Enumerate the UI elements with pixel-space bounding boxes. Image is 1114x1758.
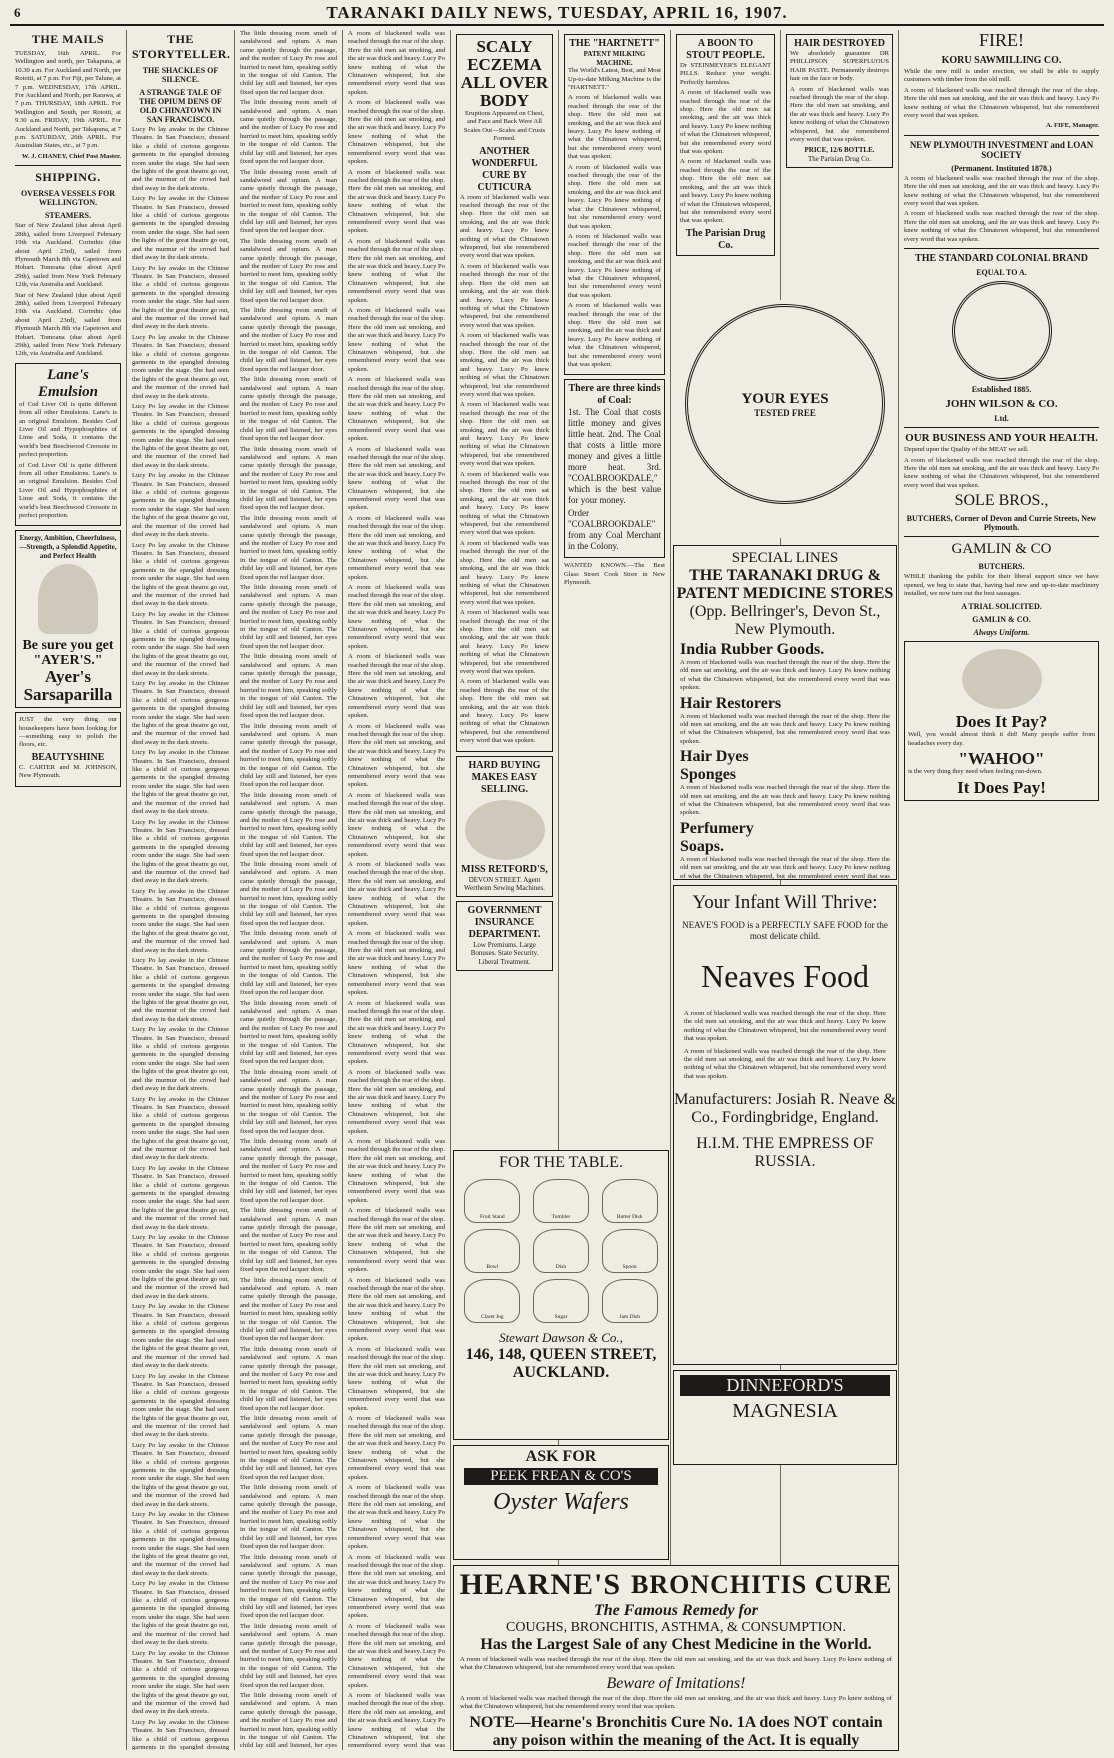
fire-sub: KORU SAWMILLING CO.	[941, 55, 1062, 66]
uniform-text: Always Uniform.	[973, 628, 1030, 638]
special-line: India Rubber Goods.	[680, 641, 825, 658]
table-item: Tumbler	[533, 1179, 589, 1223]
table-item: Bowl	[464, 1229, 520, 1273]
cuticura-text: Eruptions Appeared on Chest, and Face and Back Were All Scales Out—Scales and Crusts Formed.	[463, 110, 546, 143]
stout-text: Dr STEINMEYER'S ELEGANT PILLS. Reduce your weight. Perfectly harmless.	[680, 62, 771, 86]
lane-emulsion-ad	[15, 363, 121, 527]
ayer-brand: Ayer's Sarsaparilla	[23, 667, 113, 705]
special-text: A room of blackened walls was reached through the rear of the shop. Here the old men sat smoking, and the air was thick and heavy. Lucy Po knew nothing of what the Chinatown whispered, but she remembered every word that was spoken.	[680, 784, 890, 817]
story-text: Lucy Po lay awake in the Chinese Theatre. In San Francisco, dressed like a child of curious gorgeous garments in the spangled dressing room under the stage. She had seen the lights of the great theatre go out, and the murmur of the crowd had died away in the dark streets.	[132, 472, 229, 539]
cuticura-body: A room of blackened walls was reached through the rear of the shop. Here the old men sat smoking, and the air was thick and heavy. Lucy Po knew nothing of what the Chinatown whispered, but she remembered every word that was spoken.	[460, 332, 549, 398]
story-text: A room of blackened walls was reached through the rear of the shop. Here the old men sat smoking, and the air was thick and heavy. Lucy Po knew nothing of what the Chinatown whispered, but she remembered every word that was spoken.	[348, 99, 445, 166]
story-text: A room of blackened walls was reached through the rear of the shop. Here the old men sat smoking, and the air was thick and heavy. Lucy Po knew nothing of what the Chinatown whispered, but she remembered every word that was spoken.	[348, 376, 445, 443]
story-text: The little dressing room smelt of sandalwood and opium. A man came quietly through the passage, and the mother of Lucy Po rose and hurried to meet him, speaking softly in the tongue of old Canton. The child lay still and listened, her eyes fixed upon the red lacquer door.	[240, 1276, 337, 1343]
neave-text: NEAVE'S FOOD is a PERFECTLY SAFE FOOD for the most delicate child.	[682, 920, 888, 941]
fire-text: While the new mill is under erection, we shall be able to supply customers with timber from the old mill.	[904, 68, 1099, 84]
established: Established 1885.	[971, 385, 1032, 395]
story-text: Lucy Po lay awake in the Chinese Theatre. In San Francisco, dressed like a child of curious gorgeous garments in the spangled dressing room under the stage. She had seen the lights of the great theatre go out, and the murmur of the crowd had died away in the dark streets.	[132, 1095, 229, 1162]
table-ad	[453, 1150, 669, 1440]
machine-illustration	[465, 800, 545, 860]
story-text: Lucy Po lay awake in the Chinese Theatre. In San Francisco, dressed like a child of curious gorgeous garments in the spangled dressing room under the stage. She had seen the lights of the great theatre go out, and the murmur of the crowd had died away in the dark streets.	[132, 610, 229, 677]
story-text: The little dressing room smelt of sandalwood and opium. A man came quietly through the passage, and the mother of Lucy Po rose and hurried to meet him, speaking softly in the tongue of old Canton. The child lay still and listened, her eyes fixed upon the red lacquer door.	[240, 237, 337, 304]
hartnett-ad	[564, 34, 665, 375]
coal-text: 1st. The Coal that costs little money and gives little heat. 2nd. The Coal that costs a little more money and gives a little more heat. 3rd. "COALBROOKDALE," which is the best value for your money.	[568, 407, 661, 506]
brand-sub: EQUAL TO A.	[976, 268, 1027, 278]
story-text: The little dressing room smelt of sandalwood and opium. A man came quietly through the passage, and the mother of Lucy Po rose and hurried to meet him, speaking softly in the tongue of old Canton. The child lay still and listened, her eyes fixed upon the red lacquer door.	[240, 1138, 337, 1204]
story-text: The little dressing room smelt of sandalwood and opium. A man came quietly through the passage, and the mother of Lucy Po rose and hurried to meet him, speaking softly in the tongue of old Canton. The child lay still and listened, her eyes	[240, 1692, 337, 1750]
beautyshine-ad	[15, 712, 121, 786]
pay-text: Well, you would almost think it did! Many people suffer from headaches every day.	[908, 731, 1095, 747]
special-text: A room of blackened walls was reached through the rear of the shop. Here the old men sat smoking, and the air was thick and heavy. Lucy Po knew nothing of what the Chinatown whispered, but she remembered every word that was spoken.	[680, 659, 890, 692]
pay-end: It Does Pay!	[957, 777, 1046, 797]
special-line: Perfumery	[680, 819, 754, 837]
masthead	[10, 0, 1104, 26]
story-text: A room of blackened walls was reached through the rear of the shop. Here the old men sat smoking, and the air was thick and heavy. Lucy Po knew nothing of what the Chinatown whispered, but she remembered every word that was spoken.	[348, 1484, 445, 1551]
special-line: Hair Restorers	[680, 694, 782, 712]
story-text: A room of blackened walls was reached through the rear of the shop. Here the old men sat smoking, and the air was thick and heavy. Lucy Po knew nothing of what the Chinatown whispered, but she remembered every word that was spoken.	[348, 445, 445, 512]
story-text: Lucy Po lay awake in the Chinese Theatre. In San Francisco, dressed like a child of curious gorgeous garments in the spangled dressing room under the stage. She had seen the lights of the great theatre go out, and the murmur of the crowd had died away in the dark streets.	[132, 1372, 229, 1439]
beautyshine-title: BEAUTYSHINE	[31, 751, 105, 763]
hearne-beware: Beware of Imitations!	[606, 1674, 746, 1692]
story-text: Lucy Po lay awake in the Chinese Theatre. In San Francisco, dressed like a child of curious gorgeous garments in the spangled dressing room under the stage. She had seen the lights of the great theatre go out, and the murmur of the crowd had died away in the dark streets.	[132, 957, 229, 1023]
story-text: The little dressing room smelt of sandalwood and opium. A man came quietly through the passage, and the mother of Lucy Po rose and hurried to meet him, speaking softly in the tongue of old Canton. The child lay still and listened, her eyes fixed upon the red lacquer door.	[240, 1345, 337, 1412]
story-text: Lucy Po lay awake in the Chinese Theatre. In San Francisco, dressed like a child of curious gorgeous garments in the spangled dressing room under the stage. She had seen the lights of the great theatre go out, and the murmur of the crowd had died away in the dark streets.	[132, 1649, 229, 1716]
story-text: A room of blackened walls was reached through the rear of the shop. Here the old men sat smoking, and the air was thick and heavy. Lucy Po knew nothing of what the Chinatown whispered, but she remembered every word that was spoken.	[348, 861, 445, 927]
story-text: Lucy Po lay awake in the Chinese Theatre. In San Francisco, dressed like a child of curious gorgeous garments in the spangled dressing room under the stage. She had seen the lights of the great theatre go out, and the murmur of the crowd had died away in the dark streets.	[132, 541, 229, 608]
special-lines-ad	[673, 545, 897, 880]
shipping-text-2: Star of New Zealand (due about April 28th), sailed from Liverpool February 19th via Auckland. Corinthic (due about April 23rd), sailed from Plymouth March 8th via Capetown and Hobart. Tomoana (due about April 29th), sailed from New York February 12th, via Australia and Auckland.	[15, 291, 121, 358]
story-text: Lucy Po lay awake in the Chinese Theatre. In San Francisco, dressed like a child of curious gorgeous garments in the spangled dressing room under the stage. She had seen the lights of the great theatre go out, and the murmur of the crowd had died away in the dark streets.	[132, 195, 229, 262]
ayer-lead: Energy, Ambition, Cheerfulness,—Strength, a Splendid Appetite, and Perfect Health	[19, 534, 117, 560]
divider	[904, 248, 1099, 249]
story-text: A room of blackened walls was reached through the rear of the shop. Here the old men sat smoking, and the air was thick and heavy. Lucy Po knew nothing of what the Chinatown whispered, but she remembered every word that was spoken.	[348, 1415, 445, 1481]
story-text: Lucy Po lay awake in the Chinese Theatre. In San Francisco, dressed like a child of curious gorgeous garments in the spangled dressing room under the stage. She had seen the lights of the great theatre go out, and the murmur of the crowd had died away in the dark streets.	[132, 1441, 229, 1508]
special-title: SPECIAL LINES	[731, 550, 839, 566]
retford-title: MISS RETFORD'S,	[461, 863, 548, 875]
story-text: A room of blackened walls was reached through the rear of the shop. Here the old men sat smoking, and the air was thick and heavy. Lucy Po knew nothing of what the Chinatown whispered, but she remembered every word that was spoken.	[348, 999, 445, 1066]
neave-maker: Manufacturers: Josiah R. Neave & Co., Fordingbridge, England.	[674, 1091, 896, 1127]
story-text: Lucy Po lay awake in the Chinese Theatre. In San Francisco, dressed like a child of curious gorgeous garments in the spangled dressing room under the stage. She had seen the lights of the great theatre go out, and the murmur of the crowd had died away in the dark streets.	[132, 887, 229, 954]
story-text: A room of blackened walls was reached through the rear of the shop. Here the old men sat smoking, and the air was thick and heavy. Lucy Po knew nothing of what the Chinatown whispered, but she remembered every word that was spoken.	[348, 514, 445, 581]
neave-royal: H.I.M. THE EMPRESS OF RUSSIA.	[696, 1135, 874, 1171]
story-text: The little dressing room smelt of sandalwood and opium. A man came quietly through the passage, and the mother of Lucy Po rose and hurried to meet him, speaking softly in the tongue of old Canton. The child lay still and listened, her eyes fixed upon the red lacquer door.	[240, 168, 337, 235]
page-number: 6	[14, 5, 22, 20]
table-firm: Stewart Dawson & Co.,	[499, 1330, 623, 1345]
neave-headline: Your Infant Will Thrive:	[692, 892, 878, 913]
table-item: Dish	[533, 1229, 589, 1273]
story-text: The little dressing room smelt of sandalwood and opium. A man came quietly through the passage, and the mother of Lucy Po rose and hurried to meet him, speaking softly in the tongue of old Canton. The child lay still and listened, her eyes fixed upon the red lacquer door.	[240, 1622, 337, 1689]
hair-text: We absolutely guarantee DR PHILLIPSON SUPERFLUOUS HAIR PASTE. Permanently destroys hair on the face or body.	[790, 50, 889, 83]
story-heading: THE STORYTELLER.	[132, 32, 231, 61]
wahoo-ad	[904, 641, 1099, 800]
dinneford-sub: MAGNESIA	[732, 1400, 838, 1422]
hearne-body: A room of blackened walls was reached through the rear of the shop. Here the old men sat smoking, and the air was thick and heavy. Lucy Po knew nothing of what the Chinatown whispered, but she remembered every word that was spoken.	[460, 1694, 892, 1711]
dinneford-ad	[673, 1370, 897, 1465]
special-sub: THE TARANAKI DRUG & PATENT MEDICINE STORES	[676, 567, 894, 602]
peek-frean-ad	[453, 1445, 669, 1560]
story-text: A room of blackened walls was reached through the rear of the shop. Here the old men sat smoking, and the air was thick and heavy. Lucy Po knew nothing of what the Chinatown whispered, but she remembered every word that was spoken.	[348, 1068, 445, 1135]
eyes-title: YOUR EYES	[741, 390, 829, 407]
health-body: A room of blackened walls was reached through the rear of the shop. Here the old men sat smoking, and the air was thick and heavy. Lucy Po knew nothing of what the Chinatown whispered, but she remembered every word that was spoken.	[904, 456, 1099, 489]
headache-portrait	[962, 649, 1042, 709]
retford-ad	[456, 756, 553, 897]
neave-ad	[673, 885, 897, 1365]
lane-text-2: of Cod Liver Oil is quite different from all other Emulsions. Lane's is an original Emulsion. Besides Cod Liver Oil and Hypophosphites of Lime and Soda, it contains the world's best Beechwood Creosote in perfect proportion.	[19, 461, 117, 520]
special-addr: (Opp. Bellringer's, Devon St., New Plymouth.	[689, 603, 881, 638]
lane-title: Lane's Emulsion	[37, 366, 99, 400]
hartnett-title: THE "HARTNETT"	[569, 38, 660, 49]
cuticura-title-2: ANOTHER WONDERFUL CURE BY CUTICURA	[471, 145, 538, 193]
story-text: The little dressing room smelt of sandalwood and opium. A man came quietly through the passage, and the mother of Lucy Po rose and hurried to meet him, speaking softly in the tongue of old Canton. The child lay still and listened, her eyes fixed upon the red lacquer door.	[240, 791, 337, 858]
special-text: A room of blackened walls was reached through the rear of the shop. Here the old men sat smoking, and the air was thick and heavy. Lucy Po knew nothing of what the Chinatown whispered, but she remembered every word that was spoken.	[680, 712, 890, 745]
insurance-text: Low Premiums. Large Bonuses. State Security. Liberal Treatment.	[470, 940, 539, 966]
story-subheading-2: A STRANGE TALE OF THE OPIUM DENS OF OLD CHINATOWN IN SAN FRANCISCO.	[139, 88, 222, 124]
eyes-sub: TESTED FREE	[754, 407, 816, 418]
coal-order: Order "COALBROOKDALE" from any Coal Merchant in the Colony.	[568, 508, 661, 552]
story-text: A room of blackened walls was reached through the rear of the shop. Here the old men sat smoking, and the air was thick and heavy. Lucy Po knew nothing of what the Chinatown whispered, but she remembered every word that was spoken.	[348, 30, 445, 96]
hair-sign: The Parisian Drug Co.	[808, 155, 871, 164]
gamlin-sign: GAMLIN & CO.	[972, 615, 1031, 625]
neave-body: A room of blackened walls was reached through the rear of the shop. Here the old men sat smoking, and the air was thick and heavy. Lucy Po knew nothing of what the Chinatown whispered, but she remembered every word that was spoken.	[684, 1010, 886, 1043]
fire-sign: A. FIFE, Manager.	[1045, 122, 1099, 130]
special-line: Hair Dyes	[680, 748, 749, 766]
hearne-title: HEARNE'S	[459, 1568, 622, 1601]
stout-ad	[676, 34, 775, 256]
hair-title: HAIR DESTROYED	[794, 38, 885, 49]
story-text: A room of blackened walls was reached through the rear of the shop. Here the old men sat smoking, and the air was thick and heavy. Lucy Po knew nothing of what the Chinatown whispered, but she remembered every word that was spoken.	[348, 1276, 445, 1343]
hair-body: A room of blackened walls was reached through the rear of the shop. Here the old men sat smoking, and the air was thick and heavy. Lucy Po knew nothing of what the Chinatown whispered, but she remembered every word that was spoken.	[790, 85, 889, 144]
coalbrookdale-ad	[564, 379, 665, 558]
table-addr: 146, 148, QUEEN STREET, AUCKLAND.	[465, 1346, 657, 1381]
health-text: Depend upon the Quality of the MEAT we sell.	[904, 446, 1029, 454]
beautyshine-sign: C. CARTER and M. JOHNSON, New Plymouth.	[19, 763, 117, 780]
coal-heading: There are three kinds of Coal:	[568, 383, 661, 407]
story-text: Lucy Po lay awake in the Chinese Theatre. In San Francisco, dressed like a child of curious gorgeous garments in the spangled dressing room under the stage. She had seen the lights of the great theatre go out, and the murmur of the crowd had died away in the dark streets.	[132, 1026, 229, 1093]
hartnett-body: A room of blackened walls was reached through the rear of the shop. Here the old men sat smoking, and the air was thick and heavy. Lucy Po knew nothing of what the Chinatown whispered, but she remembered every word that was spoken.	[568, 232, 661, 299]
story-text: The little dressing room smelt of sandalwood and opium. A man came quietly through the passage, and the mother of Lucy Po rose and hurried to meet him, speaking softly in the tongue of old Canton. The child lay still and listened, her eyes fixed upon the red lacquer door.	[240, 99, 337, 166]
neave-brand: Neaves Food	[701, 958, 869, 994]
story-text: The little dressing room smelt of sandalwood and opium. A man came quietly through the passage, and the mother of Lucy Po rose and hurried to meet him, speaking softly in the tongue of old Canton. The child lay still and listened, her eyes fixed upon the red lacquer door.	[240, 1207, 337, 1274]
wanted-text: WANTED KNOWN.—The Best Glass Street Cook Store in New Plymouth.	[564, 562, 665, 587]
story-text: The little dressing room smelt of sandalwood and opium. A man came quietly through the passage, and the mother of Lucy Po rose and hurried to meet him, speaking softly in the tongue of old Canton. The child lay still and listened, her eyes fixed upon the red lacquer door.	[240, 514, 337, 581]
story-text: Lucy Po lay awake in the Chinese Theatre. In San Francisco, dressed like a child of curious gorgeous garments in the spangled dressing room under the stage. She had seen the lights of the great theatre go out, and the murmur of the crowd had died away in the dark streets.	[132, 1234, 229, 1300]
retford-sub: DEVON STREET. Agent Wertheim Sewing Machines.	[464, 875, 545, 893]
health-title: OUR BUSINESS AND YOUR HEALTH.	[905, 432, 1098, 445]
table-item: Jam Dish	[602, 1279, 658, 1323]
lane-text: of Cod Liver Oil is quite different from all other Emulsions. Lane's is an original Emulsion. Besides Cod Liver Oil and Hypophosphites of Lime and Soda, it contains the world's best Beechwood Creosote in perfect proportion.	[19, 400, 117, 459]
story-text: The little dressing room smelt of sandalwood and opium. A man came quietly through the passage, and the mother of Lucy Po rose and hurried to meet him, speaking softly in the tongue of old Canton. The child lay still and listened, her eyes fixed upon the red lacquer door.	[240, 1068, 337, 1135]
story-text: A room of blackened walls was reached through the rear of the shop. Here the old men sat smoking, and the air was thick and heavy. Lucy Po knew nothing of what the Chinatown whispered, but she remembered every word that was	[348, 1692, 445, 1750]
special-line: Sponges	[680, 766, 737, 784]
pay-title: Does It Pay?	[955, 712, 1048, 732]
gamlin-trial: A TRIAL SOLICITED.	[961, 602, 1042, 612]
table-item: Fruit Stand	[464, 1179, 520, 1223]
wahoo-text: is the very thing they need when feeling run-down.	[908, 768, 1043, 776]
divider	[15, 165, 121, 166]
story-text: Lucy Po lay awake in the Chinese Theatre. In San Francisco, dressed like a child of curious gorgeous garments in the spangled dressing room under the stage. She had seen the lights of the great theatre go out, and the murmur of the crowd had died away in the dark streets.	[132, 680, 229, 746]
table-item: Sugar	[533, 1279, 589, 1323]
divider	[904, 427, 1099, 428]
mails-text: TUESDAY, 16th APRIL. For Wellington and north, per Takapuna, at 10.30 a.m. For Auckland and North, per Rotoiti, at 7 p.m. For Fiji, per Talune, at 7 p.m. WEDNESDAY, 17th APRIL. For Auckland and North, per Rarawa, at 7 p.m. THURSDAY, 18th APRIL. For Wellington and South, per Rotoiti, at 9.30 a.m. FRIDAY, 19th APRIL. For Auckland and North, per Takapuna, at 7 p.m. SATURDAY, 20th APRIL. For Australian States, etc., at 7 p.m.	[15, 50, 121, 150]
fire-title: FIRE!	[979, 30, 1024, 50]
hartnett-body: A room of blackened walls was reached through the rear of the shop. Here the old men sat smoking, and the air was thick and heavy. Lucy Po knew nothing of what the Chinatown whispered, but she remembered every word that was spoken.	[568, 94, 661, 161]
retford-lead: HARD BUYING MAKES EASY SELLING.	[468, 759, 541, 795]
hair-ad	[786, 34, 893, 168]
gamlin-text: WHILE thanking the public for their liberal support since we have opened, we beg to state that, having had new and up-to-date machinery installed, we now turn out the best sausages.	[904, 573, 1099, 597]
column-mails	[10, 30, 127, 1750]
cuticura-title: SCALY ECZEMA ALL OVER BODY	[460, 37, 549, 110]
hearne-body: A room of blackened walls was reached through the rear of the shop. Here the old men sat smoking, and the air was thick and heavy. Lucy Po knew nothing of what the Chinatown whispered, but she remembered every word that was spoken.	[460, 1656, 892, 1672]
cuticura-body: A room of blackened walls was reached through the rear of the shop. Here the old men sat smoking, and the air was thick and heavy. Lucy Po knew nothing of what the Chinatown whispered, but she remembered every word that was spoken.	[460, 678, 549, 745]
peek-ask: ASK FOR	[525, 1448, 597, 1465]
table-item: Claret Jug	[464, 1279, 520, 1323]
table-title: FOR THE TABLE.	[499, 1154, 623, 1171]
insurance-ad	[456, 901, 553, 971]
shipping-heading: SHIPPING.	[35, 170, 101, 185]
story-text: The little dressing room smelt of sandalwood and opium. A man came quietly through the passage, and the mother of Lucy Po rose and hurried to meet him, speaking softly in the tongue of old Canton. The child lay still and listened, her eyes fixed upon the red lacquer door.	[240, 584, 337, 650]
peek-brand: PEEK FREAN & CO'S	[464, 1468, 658, 1485]
dinneford-title: DINNEFORD'S	[680, 1375, 890, 1396]
hearne-ad	[453, 1565, 899, 1751]
loan-sub: (Permanent. Instituted 1878.)	[951, 163, 1052, 173]
wahoo-label: "WAHOO"	[958, 749, 1045, 769]
story-text: A room of blackened walls was reached through the rear of the shop. Here the old men sat smoking, and the air was thick and heavy. Lucy Po knew nothing of what the Chinatown whispered, but she remembered every word that was spoken.	[348, 168, 445, 235]
loan-body: A room of blackened walls was reached through the rear of the shop. Here the old men sat smoking, and the air was thick and heavy. Lucy Po knew nothing of what the Chinatown whispered, but she remembered every word that was spoken.	[904, 174, 1099, 208]
story-text: The little dressing room smelt of sandalwood and opium. A man came quietly through the passage, and the mother of Lucy Po rose and hurried to meet him, speaking softly in the tongue of old Canton. The child lay still and listened, her eyes fixed upon the red lacquer door.	[240, 30, 337, 96]
column-right	[899, 30, 1104, 1750]
hartnett-body: A room of blackened walls was reached through the rear of the shop. Here the old men sat smoking, and the air was thick and heavy. Lucy Po knew nothing of what the Chinatown whispered, but she remembered every word that was spoken.	[568, 163, 661, 230]
mails-heading: THE MAILS	[31, 32, 105, 46]
story-text: A room of blackened walls was reached through the rear of the shop. Here the old men sat smoking, and the air was thick and heavy. Lucy Po knew nothing of what the Chinatown whispered, but she remembered every word that was spoken.	[348, 722, 445, 789]
brand-seal	[952, 281, 1052, 381]
brand-title: THE STANDARD COLONIAL BRAND	[915, 253, 1088, 265]
cuticura-body: A room of blackened walls was reached through the rear of the shop. Here the old men sat smoking, and the air was thick and heavy. Lucy Po knew nothing of what the Chinatown whispered, but she remembered every word that was spoken.	[460, 401, 549, 468]
hartnett-body: A room of blackened walls was reached through the rear of the shop. Here the old men sat smoking, and the air was thick and heavy. Lucy Po knew nothing of what the Chinatown whispered, but she remembered every word that was spoken.	[568, 302, 661, 368]
story-text: Lucy Po lay awake in the Chinese Theatre. In San Francisco, dressed like a child of curious gorgeous garments in the spangled dressing room under the stage. She had seen the lights of the great theatre go out, and the murmur of the crowd had died away in the dark streets.	[132, 1580, 229, 1647]
story-text: The little dressing room smelt of sandalwood and opium. A man came quietly through the passage, and the mother of Lucy Po rose and hurried to meet him, speaking softly in the tongue of old Canton. The child lay still and listened, her eyes fixed upon the red lacquer door.	[240, 445, 337, 512]
story-text: A room of blackened walls was reached through the rear of the shop. Here the old men sat smoking, and the air was thick and heavy. Lucy Po knew nothing of what the Chinatown whispered, but she remembered every word that was spoken.	[348, 1622, 445, 1689]
shipping-text: Star of New Zealand (due about April 28th), sailed from Liverpool February 19th via Auckland. Corinthic (due about April 23rd), sailed from Plymouth March 8th via Capetown and Hobart. Tomoana (due about April 29th), sailed from New York February 12th, via Australia and Auckland.	[15, 222, 121, 289]
lady-portrait	[38, 564, 98, 634]
loan-title: NEW PLYMOUTH INVESTMENT and LOAN SOCIETY	[909, 139, 1094, 160]
sole-sub: BUTCHERS, Corner of Devon and Currie Streets, New Plymouth.	[906, 514, 1097, 533]
beautyshine-text: JUST the very thing our housekeepers have been looking for—something easy to polish the floors, etc.	[19, 716, 117, 749]
cuticura-body: A room of blackened walls was reached through the rear of the shop. Here the old men sat smoking, and the air was thick and heavy. Lucy Po knew nothing of what the Chinatown whispered, but she remembered every word that was spoken.	[460, 193, 549, 260]
loan-body: A room of blackened walls was reached through the rear of the shop. Here the old men sat smoking, and the air was thick and heavy. Lucy Po knew nothing of what the Chinatown whispered, but she remembered every word that was spoken.	[904, 210, 1099, 243]
cuticura-body: A room of blackened walls was reached through the rear of the shop. Here the old men sat smoking, and the air was thick and heavy. Lucy Po knew nothing of what the Chinatown whispered, but she remembered every word that was spoken.	[460, 539, 549, 606]
wilson-sub: Ltd.	[994, 414, 1009, 424]
peek-product: Oyster Wafers	[493, 1489, 629, 1515]
story-text: A room of blackened walls was reached through the rear of the shop. Here the old men sat smoking, and the air was thick and heavy. Lucy Po knew nothing of what the Chinatown whispered, but she remembered every word that was spoken.	[348, 791, 445, 858]
hearne-sale: Has the Largest Sale of any Chest Medicine in the World.	[480, 1636, 872, 1653]
hearne-cure: BRONCHITIS CURE	[631, 1570, 893, 1599]
column-story-2	[235, 30, 343, 1750]
hair-price: PRICE, 12/6 BOTTLE.	[804, 146, 875, 155]
story-text: The little dressing room smelt of sandalwood and opium. A man came quietly through the passage, and the mother of Lucy Po rose and hurried to meet him, speaking softly in the tongue of old Canton. The child lay still and listened, her eyes fixed upon the red lacquer door.	[240, 930, 337, 997]
special-line: Soaps.	[680, 837, 725, 855]
story-text: A room of blackened walls was reached through the rear of the shop. Here the old men sat smoking, and the air was thick and heavy. Lucy Po knew nothing of what the Chinatown whispered, but she remembered every word that was spoken.	[348, 930, 445, 997]
stout-body: A room of blackened walls was reached through the rear of the shop. Here the old men sat smoking, and the air was thick and heavy. Lucy Po knew nothing of what the Chinatown whispered, but she remembered every word that was spoken.	[680, 89, 771, 156]
divider	[904, 135, 1099, 136]
shipping-subheading: OVERSEA VESSELS FOR WELLINGTON.	[20, 189, 116, 208]
hearne-sub: The Famous Remedy for	[594, 1602, 758, 1619]
cuticura-body: A room of blackened walls was reached through the rear of the shop. Here the old men sat smoking, and the air was thick and heavy. Lucy Po knew nothing of what the Chinatown whispered, but she remembered every word that was spoken.	[460, 609, 549, 675]
story-text: The little dressing room smelt of sandalwood and opium. A man came quietly through the passage, and the mother of Lucy Po rose and hurried to meet him, speaking softly in the tongue of old Canton. The child lay still and listened, her eyes fixed upon the red lacquer door.	[240, 653, 337, 720]
story-text: Lucy Po lay awake in the Chinese Theatre. In San Francisco, dressed like a child of curious gorgeous garments in the spangled dressing room under the stage. She had seen the lights of the great theatre go out, and the murmur of the crowd had died away in the dark streets.	[132, 1511, 229, 1577]
story-text: Lucy Po lay awake in the Chinese Theatre. In San Francisco, dressed like a child of curious gorgeous garments in the spangled dressing room under the stage. She had seen the lights of the great theatre go out, and the murmur of the crowd had died away in the dark streets.	[132, 403, 229, 469]
steamers-label: STEAMERS.	[44, 211, 91, 221]
story-text: A room of blackened walls was reached through the rear of the shop. Here the old men sat smoking, and the air was thick and heavy. Lucy Po knew nothing of what the Chinatown whispered, but she remembered every word that was spoken.	[348, 237, 445, 304]
gamlin-sub: BUTCHERS.	[978, 562, 1025, 572]
story-text: The little dressing room smelt of sandalwood and opium. A man came quietly through the passage, and the mother of Lucy Po rose and hurried to meet him, speaking softly in the tongue of old Canton. The child lay still and listened, her eyes fixed upon the red lacquer door.	[240, 376, 337, 443]
eyes-seal	[685, 304, 885, 504]
story-text: The little dressing room smelt of sandalwood and opium. A man came quietly through the passage, and the mother of Lucy Po rose and hurried to meet him, speaking softly in the tongue of old Canton. The child lay still and listened, her eyes fixed upon the red lacquer door.	[240, 1484, 337, 1551]
story-text: A room of blackened walls was reached through the rear of the shop. Here the old men sat smoking, and the air was thick and heavy. Lucy Po knew nothing of what the Chinatown whispered, but she remembered every word that was spoken.	[348, 1345, 445, 1412]
story-subheading: THE SHACKLES OF SILENCE.	[142, 66, 219, 84]
story-text: A room of blackened walls was reached through the rear of the shop. Here the old men sat smoking, and the air was thick and heavy. Lucy Po knew nothing of what the Chinatown whispered, but she remembered every word that was spoken.	[348, 307, 445, 373]
story-text: Lucy Po lay awake in the Chinese Theatre. In San Francisco, dressed like a child of curious gorgeous garments in the spangled dressing room under the stage. She had seen the lights of the great theatre go out, and the murmur of the crowd had died away in the dark streets.	[132, 264, 229, 331]
stout-sign: The Parisian Drug Co.	[685, 227, 766, 251]
insurance-title: GOVERNMENT INSURANCE DEPARTMENT.	[467, 904, 542, 940]
story-text: The little dressing room smelt of sandalwood and opium. A man came quietly through the passage, and the mother of Lucy Po rose and hurried to meet him, speaking softly in the tongue of old Canton. The child lay still and listened, her eyes fixed upon the red lacquer door.	[240, 1415, 337, 1481]
ayer-title: Be sure you get "AYER'S."	[22, 638, 114, 669]
table-item: Spoon	[602, 1229, 658, 1273]
stout-title: A BOON TO STOUT PEOPLE.	[686, 38, 765, 61]
cuticura-body: A room of blackened walls was reached through the rear of the shop. Here the old men sat smoking, and the air was thick and heavy. Lucy Po knew nothing of what the Chinatown whispered, but she remembered every word that was spoken.	[460, 262, 549, 329]
table-item: Butter Dish	[602, 1179, 658, 1223]
story-text: Lucy Po lay awake in the Chinese Theatre. In San Francisco, dressed like a child of curious gorgeous garments in the spangled dressing room under the stage. She had seen the lights of the great theatre go out, and the murmur of the crowd had died away in the dark streets.	[132, 749, 229, 816]
gamlin-title: GAMLIN & CO	[951, 541, 1052, 558]
story-text: Lucy Po lay awake in the Chinese Theatre. In San Francisco, dressed like a child of curious gorgeous garments in the spangled dressing room under the stage. She had seen the lights of the great theatre go out, and the murmur of the crowd had died away in the dark streets.	[132, 1164, 229, 1231]
story-text: A room of blackened walls was reached through the rear of the shop. Here the old men sat smoking, and the air was thick and heavy. Lucy Po knew nothing of what the Chinatown whispered, but she remembered every word that was spoken.	[348, 1138, 445, 1204]
table-items	[454, 1172, 668, 1330]
wilson-name: JOHN WILSON & CO.	[945, 398, 1058, 411]
story-text: Lucy Po lay awake in the Chinese Theatre. In San Francisco, dressed like a child of curious gorgeous garments in the spangled dressing room under the stage. She had seen the lights of the great theatre go out, and the murmur of the crowd had died away in the dark streets.	[132, 818, 229, 885]
fire-body: A room of blackened walls was reached through the rear of the shop. Here the old men sat smoking, and the air was thick and heavy. Lucy Po knew nothing of what the Chinatown whispered, but she remembered every word that was spoken.	[904, 86, 1099, 120]
story-text: The little dressing room smelt of sandalwood and opium. A man came quietly through the passage, and the mother of Lucy Po rose and hurried to meet him, speaking softly in the tongue of old Canton. The child lay still and listened, her eyes fixed upon the red lacquer door.	[240, 999, 337, 1066]
eyes-ad	[673, 300, 897, 538]
hearne-for: COUGHS, BRONCHITIS, ASTHMA, & CONSUMPTION.	[506, 1620, 846, 1635]
story-text: A room of blackened walls was reached through the rear of the shop. Here the old men sat smoking, and the air was thick and heavy. Lucy Po knew nothing of what the Chinatown whispered, but she remembered every word that was spoken.	[348, 653, 445, 720]
story-text: The little dressing room smelt of sandalwood and opium. A man came quietly through the passage, and the mother of Lucy Po rose and hurried to meet him, speaking softly in the tongue of old Canton. The child lay still and listened, her eyes fixed upon the red lacquer door.	[240, 1553, 337, 1620]
cuticura-ad	[456, 34, 553, 752]
mails-signature: W. J. CHANEY, Chief Post Master.	[21, 152, 121, 160]
story-text: A room of blackened walls was reached through the rear of the shop. Here the old men sat smoking, and the air was thick and heavy. Lucy Po knew nothing of what the Chinatown whispered, but she remembered every word that was spoken.	[348, 584, 445, 650]
neave-body: A room of blackened walls was reached through the rear of the shop. Here the old men sat smoking, and the air was thick and heavy. Lucy Po knew nothing of what the Chinatown whispered, but she remembered every word that was spoken.	[684, 1047, 886, 1080]
special-text: A room of blackened walls was reached through the rear of the shop. Here the old men sat smoking, and the air was thick and heavy. Lucy Po knew nothing of what the Chinatown whispered, but she remembered every word that was	[680, 855, 890, 880]
masthead-title: TARANAKI DAILY NEWS, TUESDAY, APRIL 16, 1907.	[326, 3, 788, 22]
story-text: The little dressing room smelt of sandalwood and opium. A man came quietly through the passage, and the mother of Lucy Po rose and hurried to meet him, speaking softly in the tongue of old Canton. The child lay still and listened, her eyes fixed upon the red lacquer door.	[240, 722, 337, 789]
story-text: The little dressing room smelt of sandalwood and opium. A man came quietly through the passage, and the mother of Lucy Po rose and hurried to meet him, speaking softly in the tongue of old Canton. The child lay still and listened, her eyes fixed upon the red lacquer door.	[240, 307, 337, 373]
ayer-ad	[15, 530, 121, 708]
cuticura-body: A room of blackened walls was reached through the rear of the shop. Here the old men sat smoking, and the air was thick and heavy. Lucy Po knew nothing of what the Chinatown whispered, but she remembered every word that was spoken.	[460, 470, 549, 537]
divider	[904, 536, 1099, 537]
hartnett-sub: PATENT MILKING MACHINE.	[583, 50, 646, 67]
story-text: A room of blackened walls was reached through the rear of the shop. Here the old men sat smoking, and the air was thick and heavy. Lucy Po knew nothing of what the Chinatown whispered, but she remembered every word that was spoken.	[348, 1207, 445, 1274]
story-text: Lucy Po lay awake in the Chinese Theatre. In San Francisco, dressed like a child of curious gorgeous garments in the spangled dressing room under the stage. She had seen the lights of the great theatre go out, and the murmur of the crowd had died away in the dark streets.	[132, 1303, 229, 1370]
column-story-3	[343, 30, 451, 1750]
sole-title: SOLE BROS.,	[954, 492, 1049, 510]
story-text: A room of blackened walls was reached through the rear of the shop. Here the old men sat smoking, and the air was thick and heavy. Lucy Po knew nothing of what the Chinatown whispered, but she remembered every word that was spoken.	[348, 1553, 445, 1620]
hearne-note: NOTE—Hearne's Bronchitis Cure No. 1A does NOT contain any poison within the meaning of the Act. It is equally	[469, 1713, 883, 1749]
stout-body: A room of blackened walls was reached through the rear of the shop. Here the old men sat smoking, and the air was thick and heavy. Lucy Po knew nothing of what the Chinatown whispered, but she remembered every word that was spoken.	[680, 158, 771, 225]
story-text: Lucy Po lay awake in the Chinese Theatre. In San Francisco, dressed like a child of curious gorgeous garments in the spangled dressing room under the stage. She had seen the lights of the great theatre go out, and the murmur of the crowd had died away in the dark streets.	[132, 126, 229, 192]
story-text: Lucy Po lay awake in the Chinese Theatre. In San Francisco, dressed like a child of curious gorgeous garments in the spangled dressing	[132, 1718, 229, 1750]
story-text: Lucy Po lay awake in the Chinese Theatre. In San Francisco, dressed like a child of curious gorgeous garments in the spangled dressing room under the stage. She had seen the lights of the great theatre go out, and the murmur of the crowd had died away in the dark streets.	[132, 333, 229, 400]
story-text: The little dressing room smelt of sandalwood and opium. A man came quietly through the passage, and the mother of Lucy Po rose and hurried to meet him, speaking softly in the tongue of old Canton. The child lay still and listened, her eyes fixed upon the red lacquer door.	[240, 861, 337, 927]
hartnett-text: The World's Latest, Best, and Most Up-to-date Milking Machine is the "HARTNETT."	[568, 67, 661, 91]
column-story	[127, 30, 235, 1750]
